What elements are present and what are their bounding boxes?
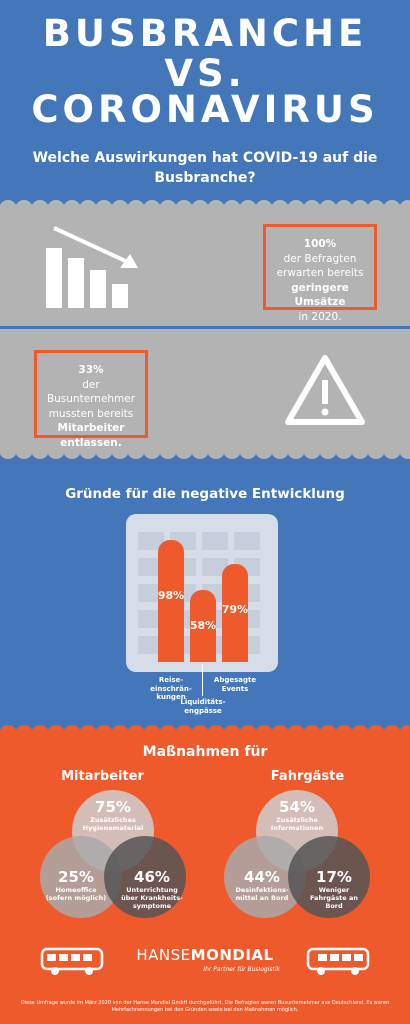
scallop-bottom-edge xyxy=(0,448,410,464)
pct-hygiene: 75% xyxy=(95,798,131,816)
stat-layoffs-text-b: mussten bereits xyxy=(48,407,134,420)
lbl-disinfect-1: Desinfektions- xyxy=(235,886,289,894)
pct-homeoffice: 25% xyxy=(58,868,94,886)
stat-layoffs-highlight-b: entlassen. xyxy=(60,436,122,449)
stat-layoffs-value: 33% xyxy=(78,364,104,376)
reason-category-line: kungen xyxy=(156,693,186,701)
scallop-top-edge xyxy=(0,197,410,213)
brand-tagline: Ihr Partner für Buslogistik xyxy=(203,966,280,973)
lbl-info-2: Informationen xyxy=(270,824,324,832)
declining-chart-icon xyxy=(40,222,150,312)
lbl-info-1: Zusätzliche xyxy=(276,816,318,824)
lbl-homeoffice-2: (sofern möglich) xyxy=(45,894,107,902)
title-line-1: BUSBRANCHE xyxy=(42,12,368,55)
brand-name-a: HANSE xyxy=(136,946,191,964)
lbl-fewer-1: Weniger xyxy=(318,886,350,894)
footer-note: Diese Umfrage wurde im März 2020 von der Hanse Mondial GmbH durchgeführt. Die Befragten waren Busunternehmer aus Deutschland. Es waren Mehrfachnennungen bei den Gründen sowie bei den Maßnahmen möglich. xyxy=(20,1000,390,1013)
stat-layoffs-highlight-a: Mitarbeiter xyxy=(57,422,125,434)
pct-disinfect: 44% xyxy=(244,868,280,886)
title-line-3: CORONAVIRUS xyxy=(31,88,379,131)
section-divider xyxy=(0,326,410,329)
venn-right-top-text xyxy=(256,798,338,832)
pct-symptoms: 46% xyxy=(134,868,170,886)
bus-icon-right xyxy=(306,946,370,978)
bus-icon-left xyxy=(40,946,104,978)
stat-revenue-text-a: der Befragten xyxy=(283,252,357,265)
venn-left-top-text xyxy=(72,798,154,832)
reason-bar-category-3 xyxy=(205,676,265,693)
reason-category-line: Abgesagte xyxy=(213,676,257,684)
reason-bar-category-2 xyxy=(173,698,233,715)
stat-revenue-text-c: in 2020. xyxy=(298,310,342,323)
lbl-fewer-2: Fahrgäste an xyxy=(310,894,358,902)
brand-name-b: MONDIAL xyxy=(190,946,274,964)
reasons-title: Gründe für die negative Entwicklung xyxy=(65,486,345,502)
reason-bar-value-2: 58% xyxy=(189,618,217,632)
reason-bar-value-1: 98% xyxy=(157,588,185,602)
venn-right-bl-text xyxy=(226,868,298,902)
stat-revenue-text-b: erwarten bereits xyxy=(276,267,364,279)
lbl-symptoms-2: über Krankheits- xyxy=(121,894,183,902)
lbl-symptoms-3: symptome xyxy=(132,902,172,910)
reason-category-line: einschrän- xyxy=(150,684,192,693)
reason-bar-value-3: 79% xyxy=(221,603,249,617)
category-connector-line xyxy=(202,664,203,696)
reason-category-line: engpässe xyxy=(184,706,222,715)
title-line-2: VS. xyxy=(164,52,246,95)
stat-revenue-highlight: geringere Umsätze xyxy=(291,281,349,308)
brand-logo xyxy=(120,946,290,964)
pct-fewer: 17% xyxy=(316,868,352,886)
lbl-hygiene-1: Zusätzliches xyxy=(90,816,136,824)
venn-left-br-text xyxy=(116,868,188,910)
reason-category-line: Liquiditäts- xyxy=(180,698,226,706)
lbl-disinfect-2: mittel an Bord xyxy=(235,894,289,902)
stat-box-layoffs xyxy=(34,350,148,449)
scallop-orange-edge xyxy=(0,722,410,738)
lbl-hygiene-2: Hygienematerial xyxy=(82,824,144,832)
pct-info: 54% xyxy=(279,798,315,816)
warning-icon xyxy=(282,352,368,428)
lbl-fewer-3: Bord xyxy=(325,902,343,910)
venn-right-br-text xyxy=(298,868,370,910)
measures-right-title: Fahrgäste xyxy=(270,769,345,784)
reason-category-line: Events xyxy=(221,684,249,693)
lbl-symptoms-1: Unterrichtung xyxy=(126,886,178,894)
lbl-homeoffice-1: Homeoffice xyxy=(55,886,97,894)
reason-category-line: Reise- xyxy=(158,676,184,684)
measures-title: Maßnahmen für xyxy=(142,744,268,760)
stat-layoffs-text-a: der Busunternehmer xyxy=(46,378,136,405)
stat-box-revenue xyxy=(263,224,377,323)
measures-left-title: Mitarbeiter xyxy=(61,769,144,784)
subtitle: Welche Auswirkungen hat COVID-19 auf die Busbranche? xyxy=(32,150,378,186)
stat-revenue-value: 100% xyxy=(303,238,337,250)
venn-left-bl-text xyxy=(40,868,112,902)
